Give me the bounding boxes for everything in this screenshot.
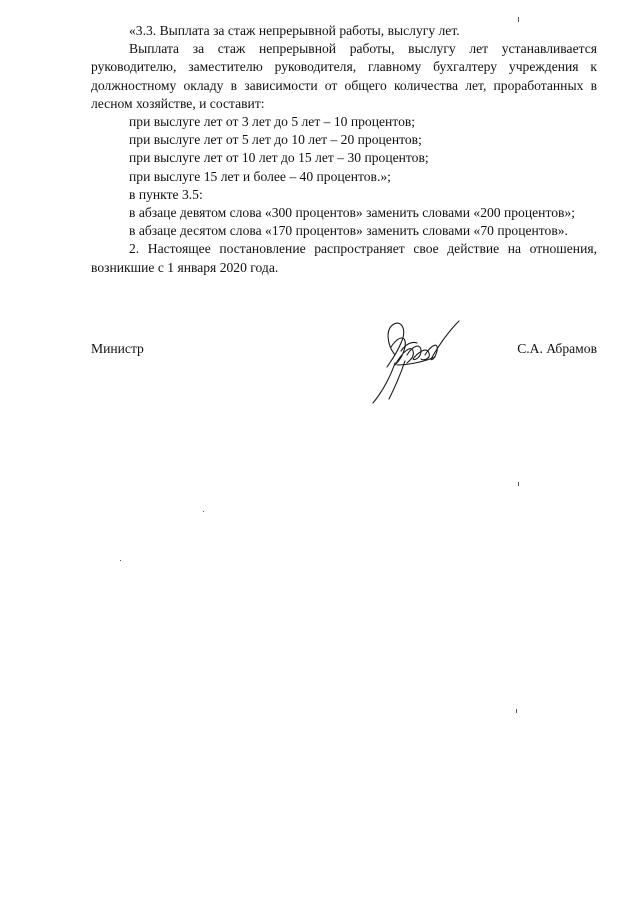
document-body: [91, 22, 597, 277]
handwritten-signature: [361, 315, 471, 410]
paragraph-ninth: в абзаце девятом слова «300 процентов» заменить словами «200 процентов»;: [129, 205, 575, 221]
paragraph-intro: Выплата за стаж непрерывной работы, выслугу лет устанавливается руководителю, заместителю руководителя, главному бухгалтеру учреждения к должностному окладу в зависимости от общего количества лет, проработанных в лесном хозяйстве, и составит:: [91, 41, 597, 111]
scan-artifact: [203, 511, 204, 512]
scan-artifact: [518, 17, 519, 22]
section-heading: «3.3. Выплата за стаж непрерывной работы, выслугу лет.: [129, 23, 460, 38]
paragraph-effective-date: 2. Настоящее постановление распространяет свое действие на отношения, возникшие с 1 января 2020 года.: [91, 241, 597, 275]
paragraph-tenth: в абзаце десятом слова «170 процентов» заменить словами «70 процентов».: [129, 223, 568, 239]
signer-name: С.А. Абрамов: [517, 341, 597, 356]
scan-artifact: [516, 709, 517, 713]
scan-artifact: [120, 560, 121, 561]
signer-title: Министр: [91, 341, 144, 356]
list-item-5-10-years: при выслуге лет от 5 лет до 10 лет – 20 процентов;: [129, 132, 422, 148]
list-item-10-15-years: при выслуге лет от 10 лет до 15 лет – 30 процентов;: [129, 150, 429, 166]
paragraph-clause-3-5: в пункте 3.5:: [129, 186, 203, 202]
list-item-3-5-years: при выслуге лет от 3 лет до 5 лет – 10 процентов;: [129, 114, 416, 130]
signature-block: [91, 337, 597, 417]
scan-artifact: [518, 482, 519, 486]
list-item-15-plus-years: при выслуге 15 лет и более – 40 процентов.»;: [129, 168, 391, 184]
